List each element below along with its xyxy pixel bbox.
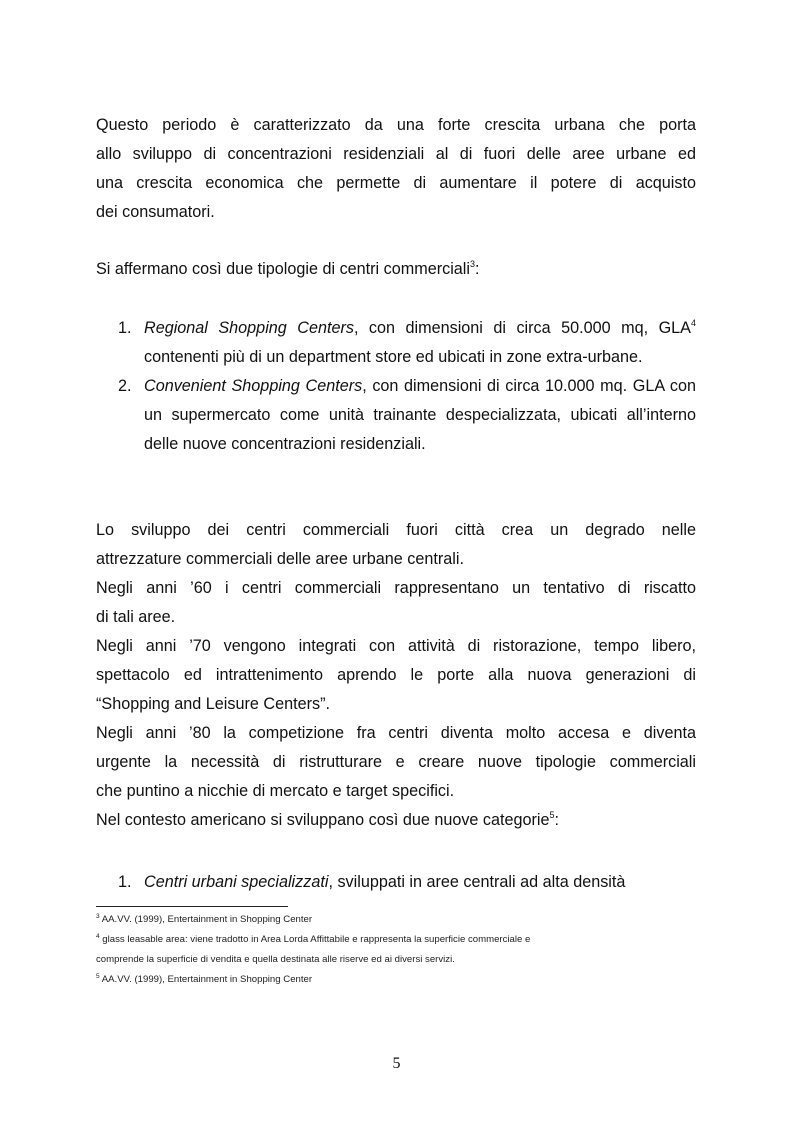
text-line: urgente la necessità di ristrutturare e creare nuove tipologie commerciali xyxy=(96,753,696,771)
footnote-text: AA.VV. (1999), Entertainment in Shopping Center xyxy=(99,914,313,925)
text-line: attrezzature commerciali delle aree urbane centrali. xyxy=(96,550,464,568)
text-line: Negli anni ’60 i centri commerciali rappresentano un tentativo di riscatto xyxy=(96,579,696,597)
footnote-text: AA.VV. (1999), Entertainment in Shopping Center xyxy=(99,974,313,985)
list-number: 1. xyxy=(118,319,132,337)
list-item-text: contenenti più di un department store ed ubicati in zone extra-urbane. xyxy=(144,348,643,366)
list-number: 1. xyxy=(118,873,132,891)
list-item xyxy=(118,372,696,459)
text-line: una crescita economica che permette di aumentare il potere di acquisto xyxy=(96,174,696,192)
paragraph-history xyxy=(96,516,696,835)
page-number: 5 xyxy=(392,1055,401,1072)
list-item-text: , con dimensioni di circa 10.000 mq. GLA con un supermercato come unità trainante despecializzata, ubicati all’interno delle nuove concentrazioni residenziali. xyxy=(144,377,696,453)
list-item xyxy=(118,314,696,372)
footnote-number: 4 xyxy=(96,933,100,940)
typology-list xyxy=(118,314,696,459)
footnote-number: 3 xyxy=(96,913,100,920)
footnote-text: comprende la superficie di vendita e quella destinata alle riserve ed ai diversi servizi. xyxy=(96,954,455,965)
text-line: Negli anni ’70 vengono integrati con attività di ristorazione, tempo libero, xyxy=(96,637,696,655)
text-line-end: : xyxy=(475,260,480,278)
footnote xyxy=(96,910,696,930)
footnote-number: 5 xyxy=(96,973,100,980)
text-line: Questo periodo è caratterizzato da una forte crescita urbana che porta xyxy=(96,116,696,134)
list-item-text: , sviluppati in aree centrali ad alta densità xyxy=(328,873,626,891)
text-line-start: Nel contesto americano si sviluppano così due nuove categorie xyxy=(96,811,550,829)
text-line: “Shopping and Leisure Centers”. xyxy=(96,695,330,713)
footnote-ref: 4 xyxy=(690,318,696,328)
text-line: dei consumatori. xyxy=(96,203,215,221)
footnote-ref: 5 xyxy=(549,810,555,820)
paragraph-urban-growth xyxy=(96,111,696,227)
list-item-title: Convenient Shopping Centers xyxy=(144,377,363,395)
list-item-text: , con dimensioni di circa 50.000 mq, GLA xyxy=(353,319,691,337)
list-number: 2. xyxy=(118,377,132,395)
footnote-separator xyxy=(96,906,288,907)
footnote-ref: 3 xyxy=(470,259,476,269)
footnote xyxy=(96,930,696,950)
text-line: Lo sviluppo dei centri commerciali fuori città crea un degrado nelle xyxy=(96,521,696,539)
list-item-title: Centri urbani specializzati xyxy=(144,873,329,891)
footnote xyxy=(96,970,696,990)
text-line: spettacolo ed intrattenimento aprendo le porte alla nuova generazioni di xyxy=(96,666,696,684)
footnotes xyxy=(96,910,696,990)
footnote-text: glass leasable area: viene tradotto in Area Lorda Affittabile e rappresenta la superficie commerciale e xyxy=(99,934,531,945)
text-line: Si affermano così due tipologie di centri commerciali xyxy=(96,260,470,278)
text-line: allo sviluppo di concentrazioni residenziali al di fuori delle aree urbane ed xyxy=(96,145,696,163)
text-line: di tali aree. xyxy=(96,608,176,626)
paragraph-typologies xyxy=(96,255,696,284)
text-line-end: : xyxy=(554,811,560,829)
list-item xyxy=(118,868,696,897)
text-line: che puntino a nicchie di mercato e target specifici. xyxy=(96,782,455,800)
text-line xyxy=(96,806,696,835)
text-line: Negli anni ’80 la competizione fra centri diventa molto accesa e diventa xyxy=(96,724,696,742)
category-list xyxy=(118,868,696,897)
list-item-title: Regional Shopping Centers xyxy=(144,319,354,337)
footnote-continuation xyxy=(96,950,696,970)
